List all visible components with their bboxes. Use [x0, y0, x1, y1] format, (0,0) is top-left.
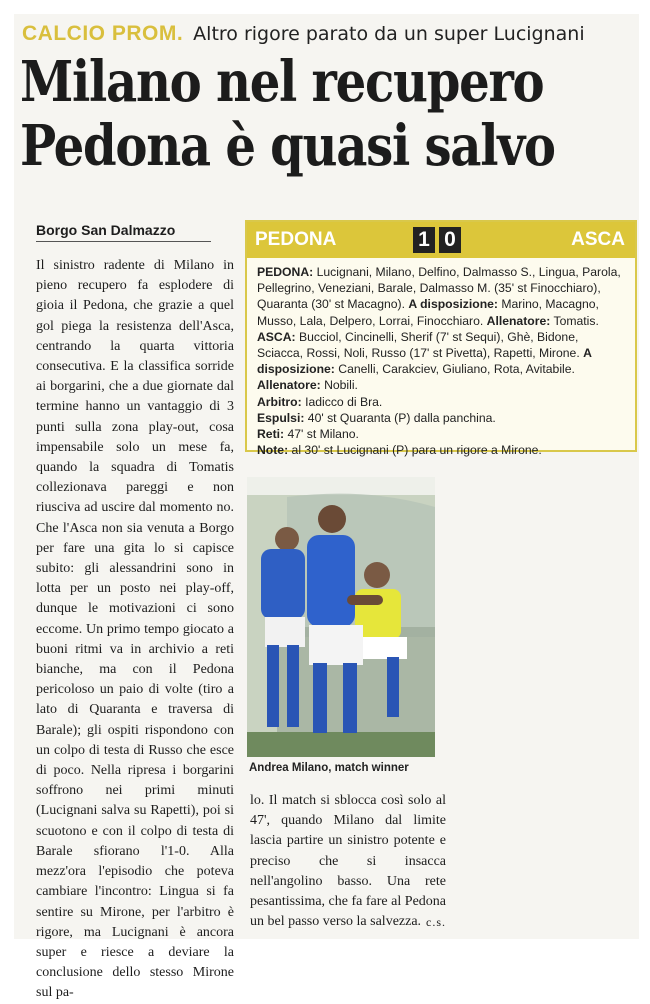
headline-line-1: Milano nel recupero: [20, 49, 544, 115]
article-column-1: Il sinistro radente di Milano in pieno recupero fa esplodere di gioia il Pedona, che grazie a quel gol piega la resistenza dell'Asca, centrando la quarta vittoria consecutiva. E la classifica sorride ai borgarini, che a due giornate dal termine hanno un vantaggio di 3 punti sulla zona play-out, cosa impensabile solo un mese fa, quando la squadra di Tomatis collezionava pareggi e non riusciva ad uscire dal momento no. Che l'Asca non sia venuta a Borgo per fare una gita lo si capisce subito: gli alessandrini sono in lotta per un posto nei play-off, dunque le motivazioni ci sono eccome. Un primo tempo giocato a buoni ritmi va in archivio a reti bianche, ma con il Pedona pericoloso un paio di volte (tiro a lato di Quaranta e traversa di Barale); gli ospiti rispondono con un colpo di testa di Russo che esce di poco. Nella ripresa i borgarini soffrono nei primi minuti (Lucignani salva su Rapetti), poi si scuotono e con il colpo di testa di Barale sfiorano l'1-0. Alla mezz'ora l'episodio che poteva cambiare l'incontro: Lingua si fa sentire su Mirone, per l'arbitro è rigore, ma Lucignani è ancora super e riesce a deviare la conclusione dello stesso Mirone sul pa-: [36, 258, 234, 1001]
pedona-bench: Marino, Macagno, Musso, Lala, Delpero, Lorrai, Finocchiaro.: [257, 297, 599, 328]
pedona-coach: Tomatis.: [553, 313, 599, 328]
goals: 47' st Milano.: [287, 427, 359, 442]
notes-label: Note:: [257, 443, 289, 458]
notes-line: [257, 442, 625, 458]
asca-coach: Nobili.: [324, 378, 358, 393]
photo-caption: Andrea Milano, match winner: [249, 762, 409, 774]
asca-bench-label: A disposizione:: [257, 346, 592, 377]
asca-label: ASCA:: [257, 329, 296, 344]
author-signature: c.s.: [426, 915, 446, 930]
referee-line: [257, 394, 625, 410]
asca-players: Bucciol, Cincinelli, Sherif (7' st Sequi), Ghè, Bidone, Sciacca, Rossi, Noli, Russo (17' st Pivetta), Rapetti, Mirone.: [257, 329, 580, 361]
away-score: 0: [439, 227, 461, 253]
pedona-lineup: [257, 264, 625, 329]
pedona-players: Lucignani, Milano, Delfino, Dalmasso S., Lingua, Parola, Pellegrino, Veneziani, Barale, Dalmasso M. (35' st Finocchiaro), Quaranta (30' st Macagno).: [257, 265, 621, 312]
kicker-subtitle: Altro rigore parato da un super Lucignani: [193, 23, 585, 45]
pedona-bench-label: A disposizione:: [408, 297, 498, 312]
expelled: 40' st Quaranta (P) dalla panchina.: [307, 410, 496, 425]
section-label: CALCIO PROM.: [22, 22, 184, 45]
home-score: 1: [413, 227, 435, 253]
kicker: [22, 22, 585, 46]
headline-line-2: Pedona è quasi salvo: [20, 113, 555, 179]
goals-label: Reti:: [257, 427, 285, 442]
article-column-2: [250, 791, 446, 932]
asca-coach-label: Allenatore:: [257, 378, 321, 393]
pedona-label: PEDONA:: [257, 265, 314, 279]
expelled-label: Espulsi:: [257, 410, 305, 425]
asca-lineup: [257, 329, 625, 394]
referee: Iadicco di Bra.: [305, 394, 383, 409]
away-team: ASCA: [571, 229, 625, 250]
expelled-line: [257, 410, 625, 426]
match-box: [245, 220, 637, 458]
asca-bench: Canelli, Carakciev, Giuliano, Rota, Avitabile.: [338, 362, 575, 377]
headline: [20, 50, 558, 178]
pedona-coach-label: Allenatore:: [486, 313, 551, 328]
notes: al 30' st Lucignani (P) para un rigore a Mirone.: [291, 443, 542, 458]
lineups: [247, 258, 635, 458]
dateline-location: Borgo San Dalmazzo: [36, 222, 211, 242]
goals-line: [257, 426, 625, 442]
column-2-text: lo. Il match si sblocca così solo al 47', quando Milano dal limite lascia partire un sinistro potente e preciso che si insacca nell'angolino basso. Una rete pesantissima, che fa fare al Pedona un bel passo verso la salvezza.: [250, 793, 446, 930]
match-photo: [247, 477, 435, 757]
scoreboard: [247, 222, 635, 258]
home-team: PEDONA: [255, 229, 337, 250]
players-illustration: [247, 477, 435, 757]
referee-label: Arbitro:: [257, 394, 302, 409]
